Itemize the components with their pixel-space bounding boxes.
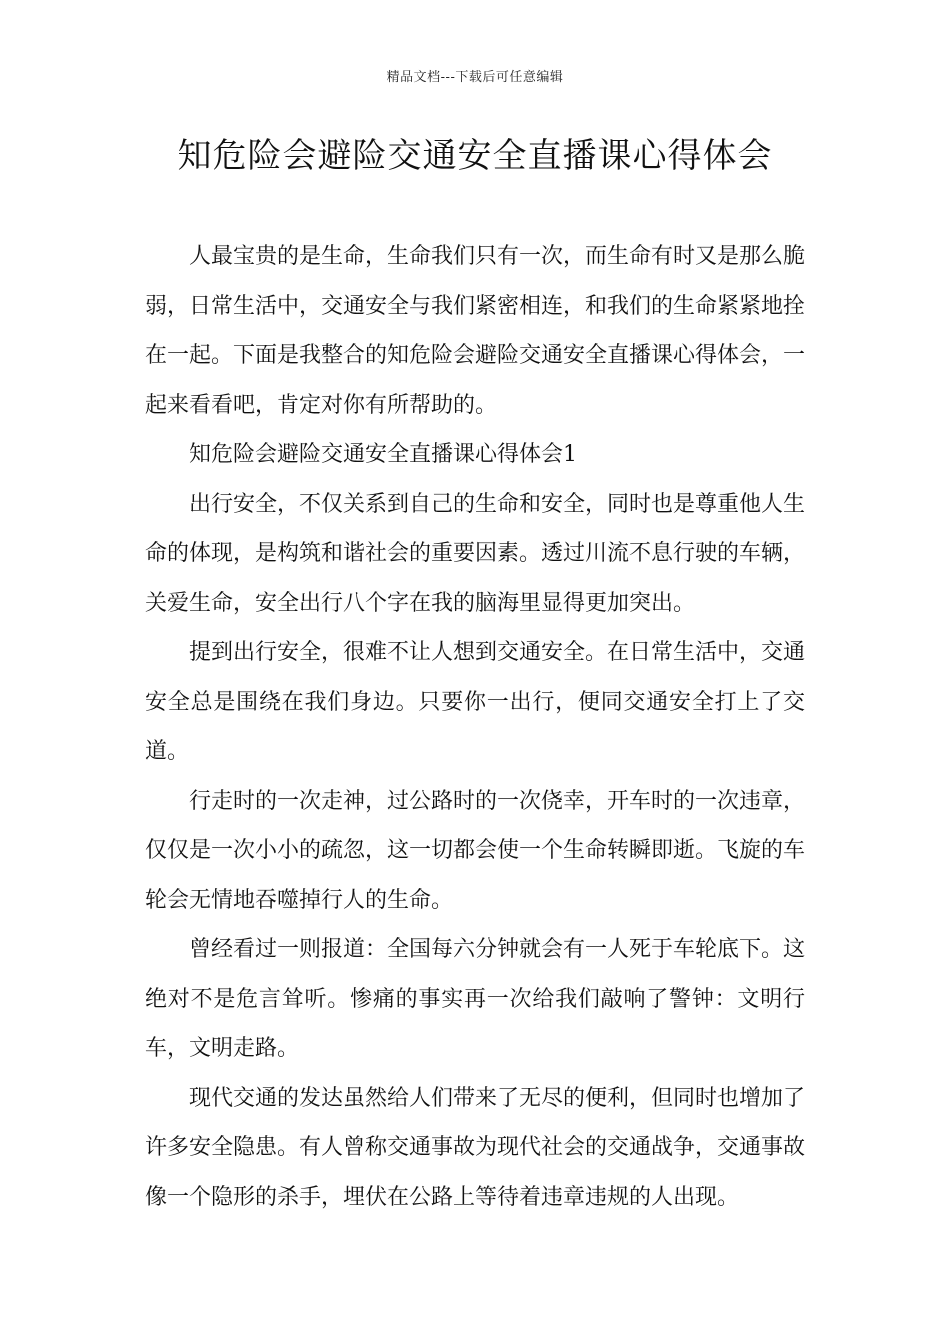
body-paragraph: 现代交通的发达虽然给人们带来了无尽的便利，但同时也增加了许多安全隐患。有人曾称交通事故为现代社会的交通战争，交通事故像一个隐形的杀手，埋伏在公路上等待着违章违规的人出现。 [145, 1085, 806, 1210]
document-title: 知危险会避险交通安全直播课心得体会 [177, 136, 773, 176]
body-paragraph: 曾经看过一则报道：全国每六分钟就会有一人死于车轮底下。这绝对不是危言耸听。惨痛的事实再一次给我们敲响了警钟：文明行车，文明走路。 [145, 937, 806, 1061]
body-paragraph: 提到出行安全，很难不让人想到交通安全。在日常生活中，交通安全总是围绕在我们身边。只要你一出行，便同交通安全打上了交道。 [145, 640, 806, 764]
section-heading: 知危险会避险交通安全直播课心得体会1 [189, 442, 577, 467]
body-paragraph: 行走时的一次走神，过公路时的一次侥幸，开车时的一次违章，仅仅是一次小小的疏忽，这一切都会使一个生命转瞬即逝。飞旋的车轮会无情地吞噬掉行人的生命。 [145, 788, 806, 913]
header-note: 精品文档---下载后可任意编辑 [386, 70, 564, 85]
document-body [145, 232, 805, 1222]
intro-paragraph: 人最宝贵的是生命，生命我们只有一次，而生命有时又是那么脆弱，日常生活中，交通安全与我们紧密相连，和我们的生命紧紧地拴在一起。下面是我整合的知危险会避险交通安全直播课心得体会，一起来看看吧，肯定对你有所帮助的。 [145, 244, 806, 418]
body-paragraph: 出行安全，不仅关系到自己的生命和安全，同时也是尊重他人生命的体现，是构筑和谐社会的重要因素。透过川流不息行驶的车辆，关爱生命，安全出行八个字在我的脑海里显得更加突出。 [145, 491, 806, 616]
